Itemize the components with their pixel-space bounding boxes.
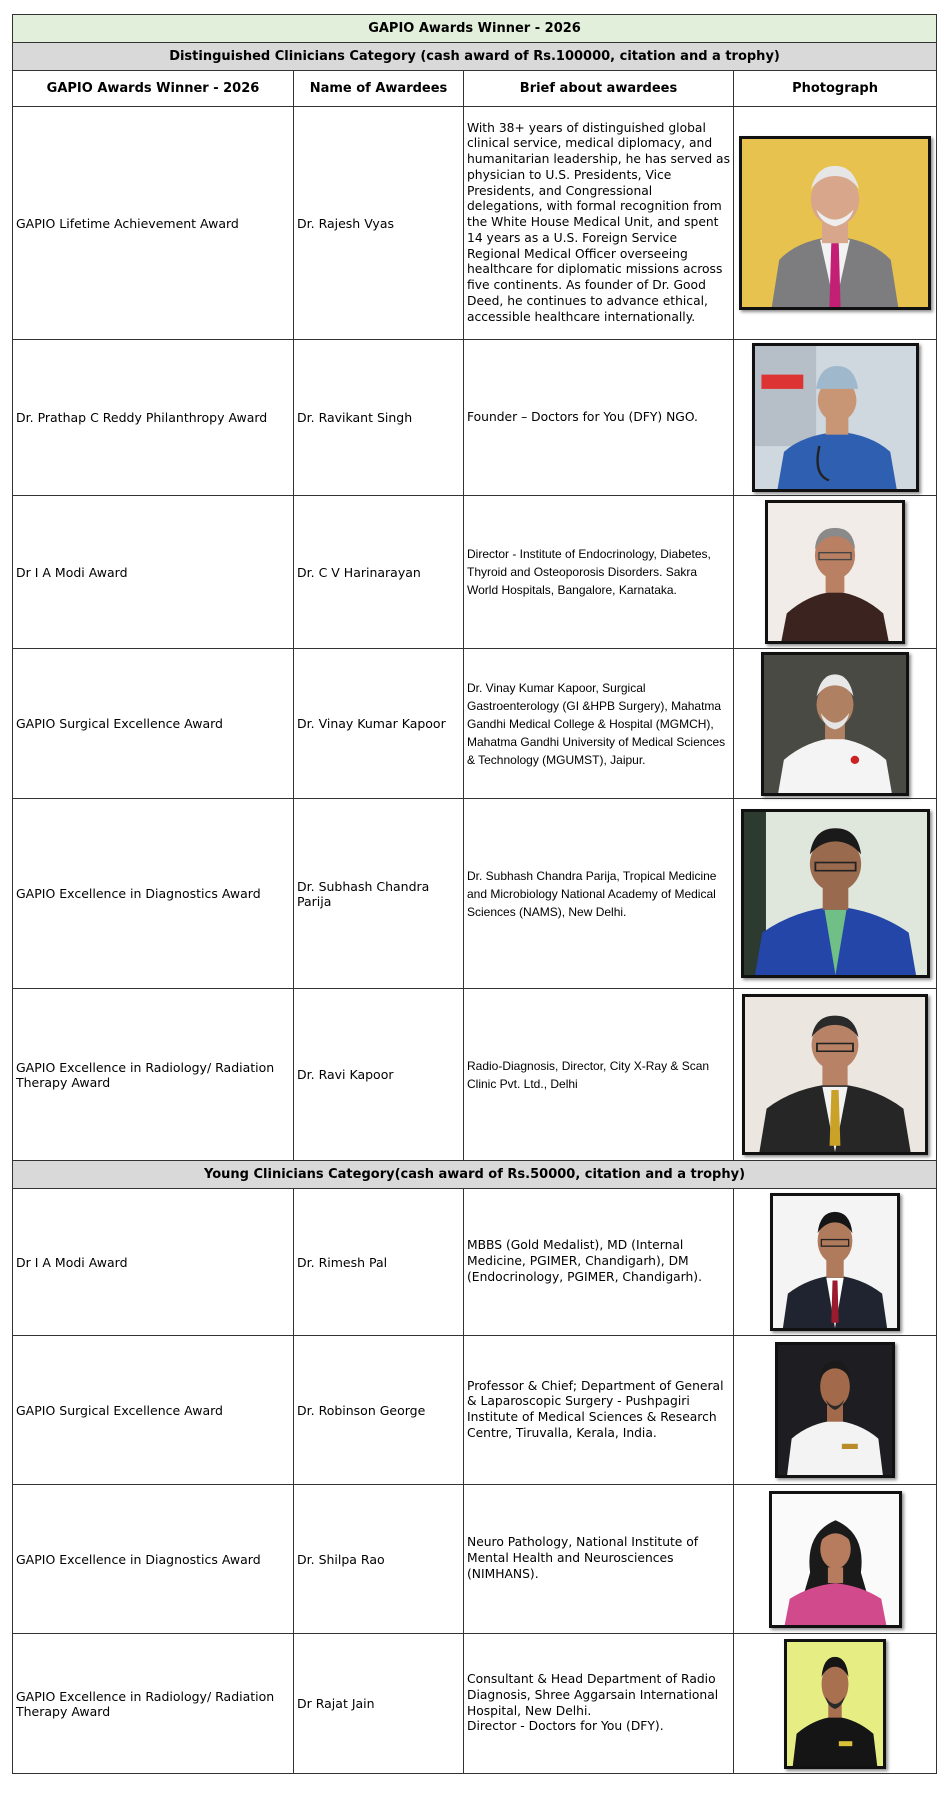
awardee-photo	[765, 500, 905, 644]
brief-line: Consultant & Head Department of Radio Diagnosis, Shree Aggarsain International Hospital, New Delhi.	[467, 1672, 719, 1718]
table-row	[13, 1189, 937, 1336]
awardee-photo	[784, 1639, 886, 1769]
awardee-brief: Professor & Chief; Department of General & Laparoscopic Surgery - Pushpagiri Institute of Medical Sciences & Research Centre, Tiruvalla, Kerala, India.	[464, 1336, 734, 1485]
awardee-brief: Dr. Vinay Kumar Kapoor, Surgical Gastroenterology (GI &HPB Surgery), Mahatma Gandhi Medical College & Hospital (MGMCH), Mahatma Gandhi University of Medical Sciences & Technology (MGUMST), Jaipur.	[464, 649, 734, 799]
table-row	[13, 1336, 937, 1485]
awardee-name: Dr Rajat Jain	[294, 1634, 464, 1774]
distinguished-category-heading: Distinguished Clinicians Category (cash award of Rs.100000, citation and a trophy)	[13, 43, 937, 71]
table-title: GAPIO Awards Winner - 2026	[13, 15, 937, 43]
column-header-photograph: Photograph	[734, 71, 937, 107]
young-category-heading: Young Clinicians Category(cash award of Rs.50000, citation and a trophy)	[13, 1161, 937, 1189]
table-row	[13, 1634, 937, 1774]
award-cell: GAPIO Excellence in Diagnostics Award	[13, 799, 294, 989]
awardee-photo	[742, 994, 928, 1155]
awardee-brief: Radio-Diagnosis, Director, City X-Ray & Scan Clinic Pvt. Ltd., Delhi	[464, 989, 734, 1161]
award-cell: GAPIO Lifetime Achievement Award	[13, 107, 294, 340]
table-row	[13, 340, 937, 496]
awardee-name: Dr. Rimesh Pal	[294, 1189, 464, 1336]
award-cell: GAPIO Surgical Excellence Award	[13, 649, 294, 799]
awardee-name: Dr. Robinson George	[294, 1336, 464, 1485]
awardee-brief: Director - Institute of Endocrinology, Diabetes, Thyroid and Osteoporosis Disorders. Sakra World Hospitals, Bangalore, Karnataka.	[464, 496, 734, 649]
table-row	[13, 989, 937, 1161]
award-cell: Dr. Prathap C Reddy Philanthropy Award	[13, 340, 294, 496]
award-cell: GAPIO Surgical Excellence Award	[13, 1336, 294, 1485]
column-header-name: Name of Awardees	[294, 71, 464, 107]
awardee-photo	[741, 809, 930, 978]
awardee-brief: Dr. Subhash Chandra Parija, Tropical Medicine and Microbiology National Academy of Medical Sciences (NAMS), New Delhi.	[464, 799, 734, 989]
awardee-photo	[775, 1342, 895, 1478]
award-cell: Dr I A Modi Award	[13, 1189, 294, 1336]
table-row	[13, 649, 937, 799]
awardee-brief: With 38+ years of distinguished global clinical service, medical diplomacy, and humanitarian leadership, he has served as physician to U.S. Presidents, Vice Presidents, and Congressional delegations, with formal recognition from the White House Medical Unit, and spent 14 years as a U.S. Foreign Service Regional Medical Officer overseeing healthcare for diplomatic missions across five continents. As founder of Dr. Good Deed, he continues to advance ethical, accessible healthcare internationally.	[464, 107, 734, 340]
brief-line: Director - Doctors for You (DFY).	[467, 1719, 664, 1734]
award-cell: GAPIO Excellence in Diagnostics Award	[13, 1485, 294, 1634]
table-row	[13, 496, 937, 649]
awardee-brief: MBBS (Gold Medalist), MD (Internal Medicine, PGIMER, Chandigarh), DM (Endocrinology, PGIMER, Chandigarh).	[464, 1189, 734, 1336]
awardee-brief: Founder – Doctors for You (DFY) NGO.	[464, 340, 734, 496]
table-row	[13, 107, 937, 340]
awardee-photo	[761, 652, 909, 796]
awardee-name: Dr. Ravi Kapoor	[294, 989, 464, 1161]
awardee-name: Dr. Rajesh Vyas	[294, 107, 464, 340]
awardee-name: Dr. C V Harinarayan	[294, 496, 464, 649]
awardee-brief	[464, 1634, 734, 1774]
awards-table	[12, 14, 937, 1774]
awardee-photo	[770, 1193, 900, 1331]
awardee-name: Dr. Shilpa Rao	[294, 1485, 464, 1634]
column-header-award: GAPIO Awards Winner - 2026	[13, 71, 294, 107]
table-row	[13, 799, 937, 989]
award-cell: GAPIO Excellence in Radiology/ Radiation Therapy Award	[13, 989, 294, 1161]
award-cell: Dr I A Modi Award	[13, 496, 294, 649]
awardee-name: Dr. Subhash Chandra Parija	[294, 799, 464, 989]
awardee-name: Dr. Ravikant Singh	[294, 340, 464, 496]
column-header-brief: Brief about awardees	[464, 71, 734, 107]
awardee-name: Dr. Vinay Kumar Kapoor	[294, 649, 464, 799]
award-cell: GAPIO Excellence in Radiology/ Radiation Therapy Award	[13, 1634, 294, 1774]
awardee-photo	[739, 136, 931, 310]
table-row	[13, 1485, 937, 1634]
awardee-brief: Neuro Pathology, National Institute of Mental Health and Neurosciences (NIMHANS).	[464, 1485, 734, 1634]
awardee-photo	[752, 343, 919, 492]
awardee-photo	[769, 1491, 902, 1628]
